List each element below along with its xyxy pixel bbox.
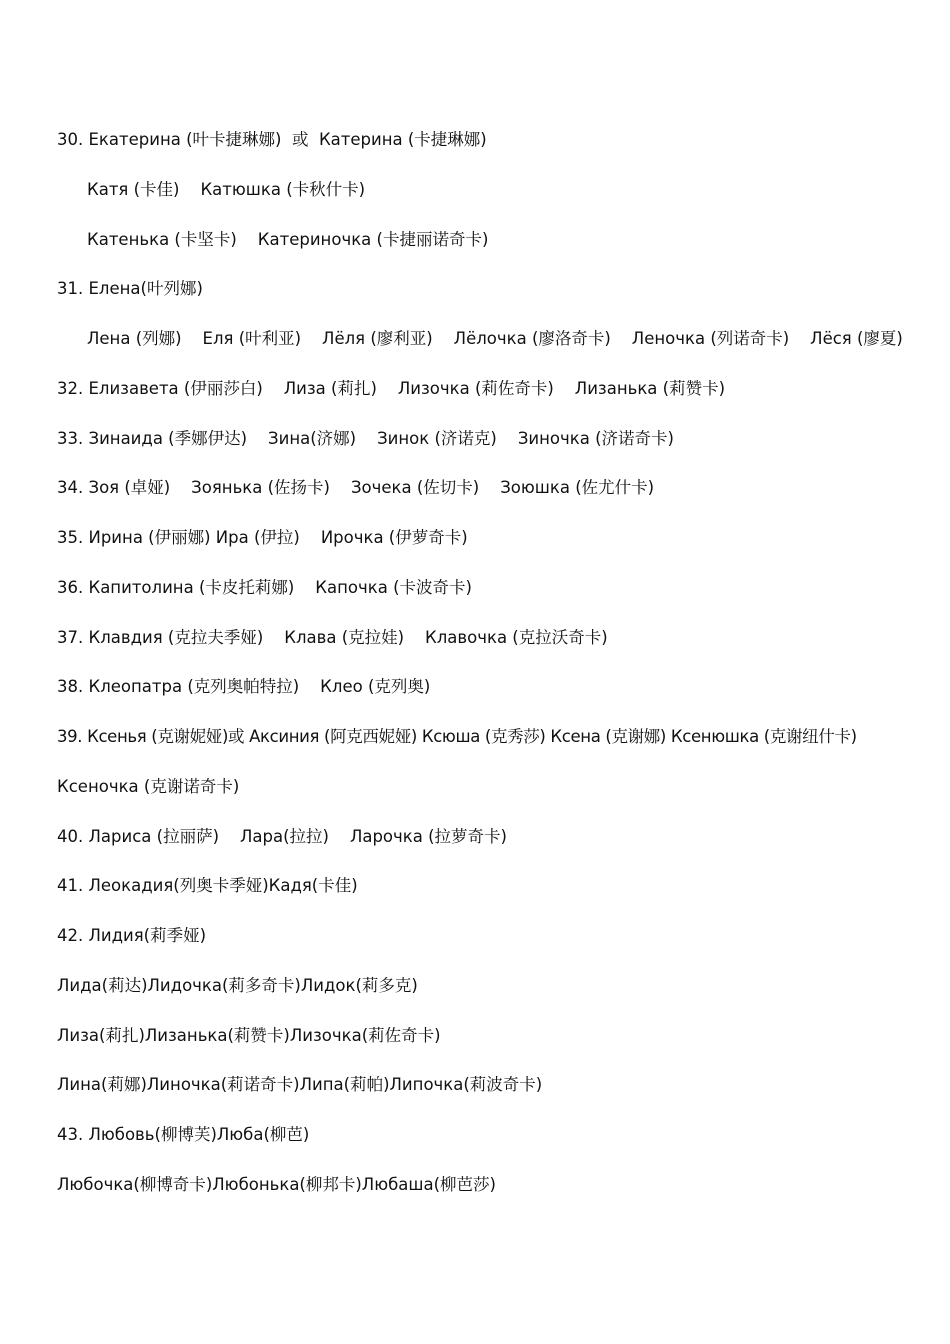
entry-36-kapitolina: 36. Капитолина (卡皮托莉娜) Капочка (卡波奇卡)	[57, 578, 472, 597]
entry-32-elizaveta: 32. Елизавета (伊丽莎白) Лиза (莉扎) Лизочка (莉佐奇卡) Лизанька (莉赞卡)	[57, 379, 726, 398]
entry-40-larisa: 40. Лариса (拉丽萨) Лара(拉拉) Ларочка (拉萝奇卡)	[57, 827, 507, 846]
entry-31-variants: Лена (列娜) Еля (叶利亚) Лёля (廖利亚) Лёлочка (廖洛奇卡) Леночка (列诺奇卡) Лёся (廖夏)	[87, 329, 903, 348]
entry-34-zoya: 34. Зоя (卓娅) Зоянька (佐扬卡) Зочека (佐切卡) Зоюшка (佐尤什卡)	[57, 478, 655, 497]
entry-42-variants-1: Лида(莉达)Лидочка(莉多奇卡)Лидок(莉多克)	[57, 976, 418, 995]
entry-35-irina: 35. Ирина (伊丽娜) Ира (伊拉) Ирочка (伊萝奇卡)	[57, 528, 468, 547]
entry-42-variants-2: Лиза(莉扎)Лизанька(莉赞卡)Лизочка(莉佐奇卡)	[57, 1026, 441, 1045]
entry-30-ekaterina: 30. Екатерина (叶卡捷琳娜) 或 Катерина (卡捷琳娜)	[57, 130, 487, 149]
entry-33-zinaida: 33. Зинаида (季娜伊达) Зина(济娜) Зинок (济诺克) Зиночка (济诺奇卡)	[57, 429, 674, 448]
entry-31-elena: 31. Елена(叶列娜)	[57, 279, 203, 298]
entry-38-kleopatra: 38. Клеопатра (克列奥帕特拉) Клео (克列奥)	[57, 677, 431, 696]
entry-42-variants-3: Лина(莉娜)Линочка(莉诺奇卡)Липа(莉帕)Липочка(莉波奇卡)	[57, 1075, 543, 1094]
entry-39-continued: Ксеночка (克谢诺奇卡)	[57, 777, 240, 796]
entry-43-variants: Любочка(柳博奇卡)Любонька(柳邦卡)Любаша(柳芭莎)	[57, 1175, 496, 1194]
entry-30-variants-1: Катя (卡佳) Катюшка (卡秋什卡)	[87, 180, 366, 199]
entry-37-klavdiya: 37. Клавдия (克拉夫季娅) Клава (克拉娃) Клавочка (克拉沃奇卡)	[57, 628, 608, 647]
entry-43-lyubov: 43. Любовь(柳博芙)Люба(柳芭)	[57, 1125, 310, 1144]
entry-42-lidiya: 42. Лидия(莉季娅)	[57, 926, 207, 945]
entry-41-leokadiya: 41. Леокадия(列奥卡季娅)Кадя(卡佳)	[57, 876, 358, 895]
entry-39-kseniya: 39. Ксенья (克谢妮娅)或 Аксиния (阿克西妮娅) Ксюша (克秀莎) Ксена (克谢娜) Ксенюшка (克谢纽什卡)	[57, 727, 857, 746]
entry-30-variants-2: Катенька (卡坚卡) Катериночка (卡捷丽诺奇卡)	[87, 230, 489, 249]
